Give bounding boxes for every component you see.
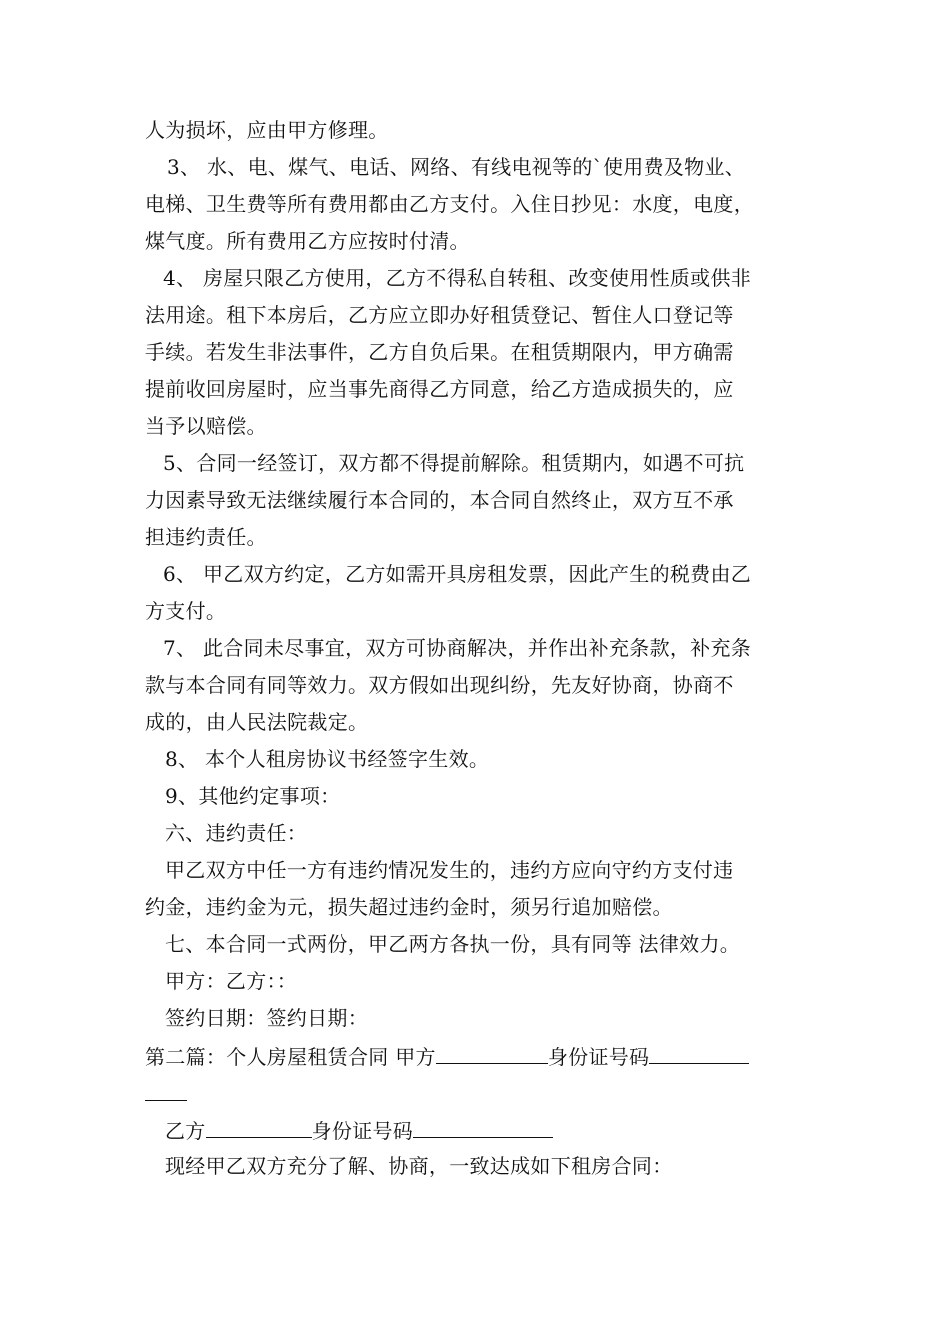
id-number-blank <box>649 1037 749 1064</box>
text-line: 3、 水、电、煤气、电话、网络、有线电视等的`使用费及物业、 <box>167 155 746 179</box>
text-line: 4、 房屋只限乙方使用，乙方不得私自转租、改变使用性质或供非 <box>163 266 752 290</box>
text-line <box>145 1037 810 1074</box>
text-line <box>145 1074 810 1111</box>
party-b-label: 乙方 <box>165 1119 206 1143</box>
id-number-blank-continued <box>145 1074 187 1101</box>
text-line: 方支付。 <box>145 599 227 623</box>
text-line: 5、合同一经签订，双方都不得提前解除。租赁期内，如遇不可抗 <box>163 451 745 475</box>
text-line: 提前收回房屋时，应当事先商得乙方同意，给乙方造成损失的，应 <box>145 377 734 401</box>
text-line: 7、 此合同未尽事宜，双方可协商解决，并作出补充条款，补充条 <box>163 636 752 660</box>
text-line: 款与本合同有同等效力。双方假如出现纠纷，先友好协商，协商不 <box>145 673 734 697</box>
text-line: 甲乙双方中任一方有违约情况发生的，违约方应向守约方支付违 <box>165 858 734 882</box>
text-line: 电梯、卫生费等所有费用都由乙方支付。入住日抄见：水度，电度， <box>145 192 754 216</box>
text-line: 甲方：乙方：： <box>165 969 298 993</box>
text-line: 签约日期：签约日期： <box>165 1006 368 1030</box>
party-a-blank <box>436 1037 548 1064</box>
text-line: 煤气度。所有费用乙方应按时付清。 <box>145 229 470 253</box>
party-b-blank <box>206 1111 312 1138</box>
text-line: 9、其他约定事项： <box>165 784 341 808</box>
text-line: 8、 本个人租房协议书经签字生效。 <box>165 747 490 771</box>
text-line: 当予以赔偿。 <box>145 414 267 438</box>
text-line <box>145 1111 810 1148</box>
document-body <box>145 112 810 1185</box>
second-title: 第二篇：个人房屋租赁合同 甲方 <box>145 1045 436 1069</box>
id-label: 身份证号码 <box>311 1119 414 1143</box>
text-line: 6、 甲乙双方约定，乙方如需开具房租发票，因此产生的税费由乙 <box>163 562 752 586</box>
text-line: 人为损坏，应由甲方修理。 <box>145 118 389 142</box>
id-label: 身份证号码 <box>547 1045 650 1069</box>
text-line: 力因素导致无法继续履行本合同的，本合同自然终止，双方互不承 <box>145 488 734 512</box>
text-line: 六、违约责任： <box>165 821 308 845</box>
text-line: 担违约责任。 <box>145 525 267 549</box>
text-line: 现经甲乙双方充分了解、协商，一致达成如下租房合同： <box>165 1154 673 1178</box>
text-line: 法用途。租下本房后，乙方应立即办好租赁登记、暂住人口登记等 <box>145 303 734 327</box>
text-line: 成的，由人民法院裁定。 <box>145 710 369 734</box>
text-line: 七、本合同一式两份，甲乙两方各执一份，具有同等 法律效力。 <box>165 932 741 956</box>
text-line: 约金，违约金为元，损失超过违约金时，须另行追加赔偿。 <box>145 895 673 919</box>
id-number-blank <box>413 1111 553 1138</box>
text-line: 手续。若发生非法事件，乙方自负后果。在租赁期限内，甲方确需 <box>145 340 734 364</box>
